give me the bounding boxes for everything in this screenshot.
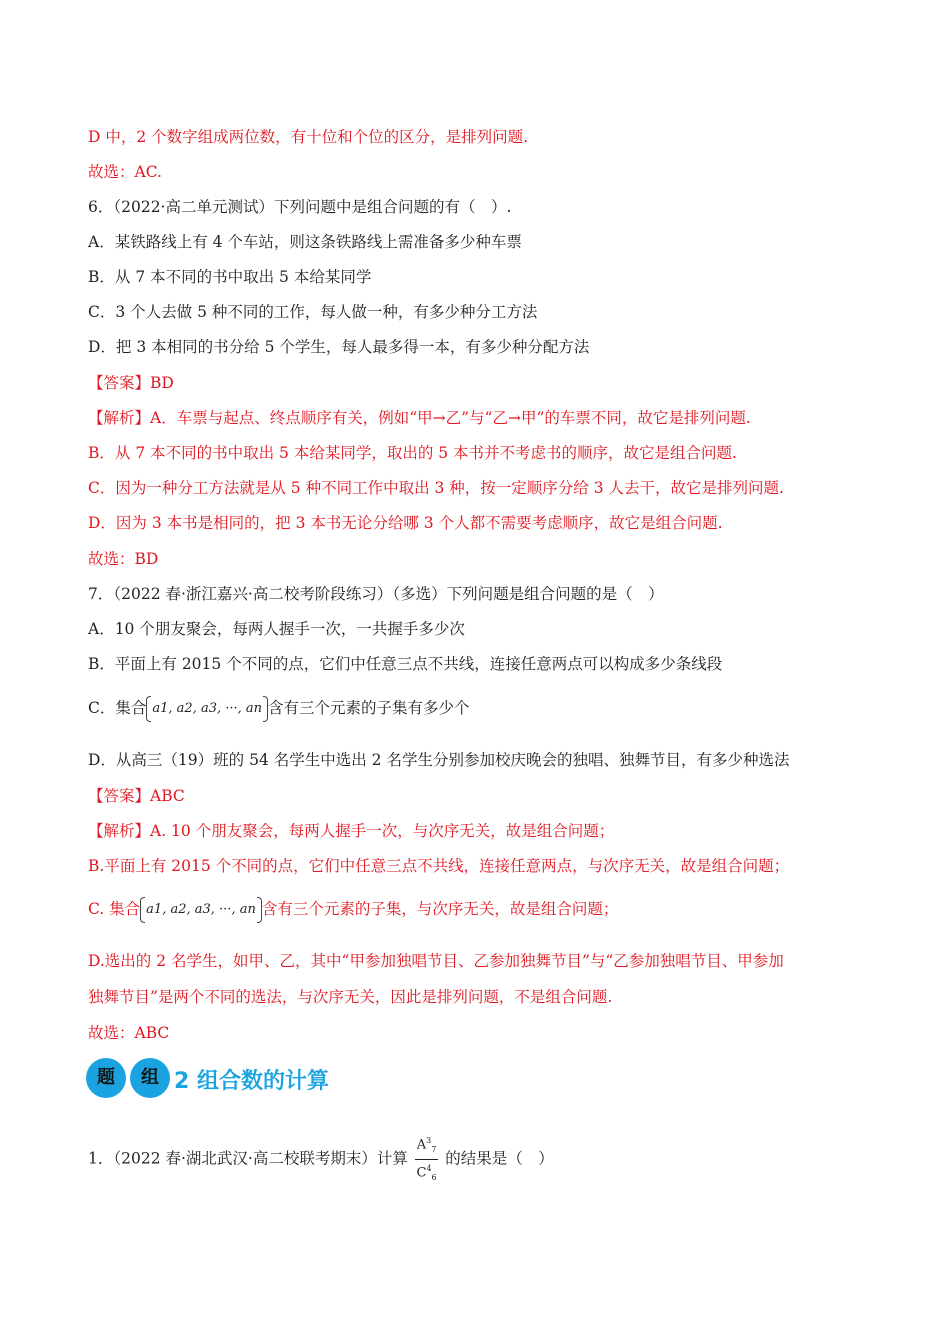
question-6-explanation-d: D．因为 3 本书是相同的，把 3 本书无论分给哪 3 个人都不需要考虑顺序，故它是组合问题. [88, 514, 723, 532]
explanation-c-suffix: 含有三个元素的子集，与次序无关，故是组合问题； [261, 900, 619, 918]
badge-ti: 题 [86, 1058, 126, 1098]
question-7-explanation-d: D.选出的 2 名学生，如甲、乙，其中“甲参加独唱节目、乙参加独舞节目”与“乙参加独唱节目、甲参加 [88, 952, 784, 970]
answer-selection: 故选：AC. [88, 163, 162, 181]
question-7-selection: 故选：ABC [88, 1024, 170, 1042]
fraction-expression: $\frac{A^3_7}{C^4_6}$ [416, 1136, 437, 1182]
question-6-option-a: A．某铁路线上有 4 个车站，则这条铁路线上需准备多少种车票 [88, 233, 522, 251]
question-6-selection: 故选：BD [88, 550, 159, 568]
question-7: 7．（2022 春·浙江嘉兴·高二校考阶段练习）（多选）下列问题是组合问题的是（ ） [88, 585, 664, 603]
question-7-option-c [88, 693, 470, 723]
option-c-suffix: 含有三个元素的子集有多少个 [268, 699, 470, 717]
question-7-option-d: D．从高三（19）班的 54 名学生中选出 2 名学生分别参加校庆晚会的独唱、独舞节目，有多少种选法 [88, 751, 790, 769]
question-6-explanation-c: C．因为一种分工方法就是从 5 种不同工作中取出 3 种，按一定顺序分给 3 人去干，故它是排列问题. [88, 479, 784, 497]
question-1-suffix: 的结果是（ ） [445, 1149, 554, 1168]
question-1 [88, 1134, 554, 1185]
question-7-option-b: B．平面上有 2015 个不同的点，它们中任意三点不共线，连接任意两点可以构成多少条线段 [88, 655, 723, 673]
option-c-prefix: C．集合 [88, 699, 147, 717]
question-6-option-c: C．3 个人去做 5 种不同的工作，每人做一种，有多少种分工方法 [88, 303, 538, 321]
question-7-explanation-d-cont: 独舞节目”是两个不同的选法，与次序无关，因此是排列问题，不是组合问题. [88, 988, 613, 1006]
question-6-option-d: D．把 3 本相同的书分给 5 个学生，每人最多得一本，有多少种分配方法 [88, 338, 590, 356]
question-6-explanation-b: B．从 7 本不同的书中取出 5 本给某同学，取出的 5 本书并不考虑书的顺序，故它是组合问题. [88, 444, 737, 462]
set-expression: a1, a2, a3, ···, an [146, 696, 268, 722]
question-7-answer: 【答案】ABC [88, 787, 185, 805]
explanation-d-line: D 中，2 个数字组成两位数，有十位和个位的区分，是排列问题. [88, 128, 529, 146]
question-1-prefix: 1．（2022 春·湖北武汉·高二校联考期末）计算 [88, 1149, 408, 1168]
question-6-option-b: B．从 7 本不同的书中取出 5 本给某同学 [88, 268, 372, 286]
set-expression-2: a1, a2, a3, ···, an [140, 897, 262, 923]
question-7-explanation-b: B.平面上有 2015 个不同的点，它们中任意三点不共线，连接任意两点，与次序无关，故是组合问题； [88, 857, 790, 875]
question-6-answer: 【答案】BD [88, 374, 174, 392]
fraction-numerator: A [416, 1137, 427, 1153]
question-6-explanation-a: 【解析】A．车票与起点、终点顺序有关，例如“甲→乙”与“乙→甲”的车票不同，故它是排列问题. [88, 409, 751, 427]
section-title: 2 组合数的计算 [174, 1069, 329, 1094]
question-6: 6．（2022·高二单元测试）下列问题中是组合问题的有（ ）. [88, 198, 512, 216]
explanation-c-prefix: C. 集合 [88, 900, 141, 918]
badge-zu: 组 [130, 1058, 170, 1098]
question-7-explanation-a: 【解析】A. 10 个朋友聚会，每两人握手一次，与次序无关，故是组合问题； [88, 822, 615, 840]
question-7-explanation-c [88, 894, 618, 924]
question-7-option-a: A．10 个朋友聚会，每两人握手一次，一共握手多少次 [88, 620, 465, 638]
fraction-denominator: C [416, 1165, 427, 1181]
